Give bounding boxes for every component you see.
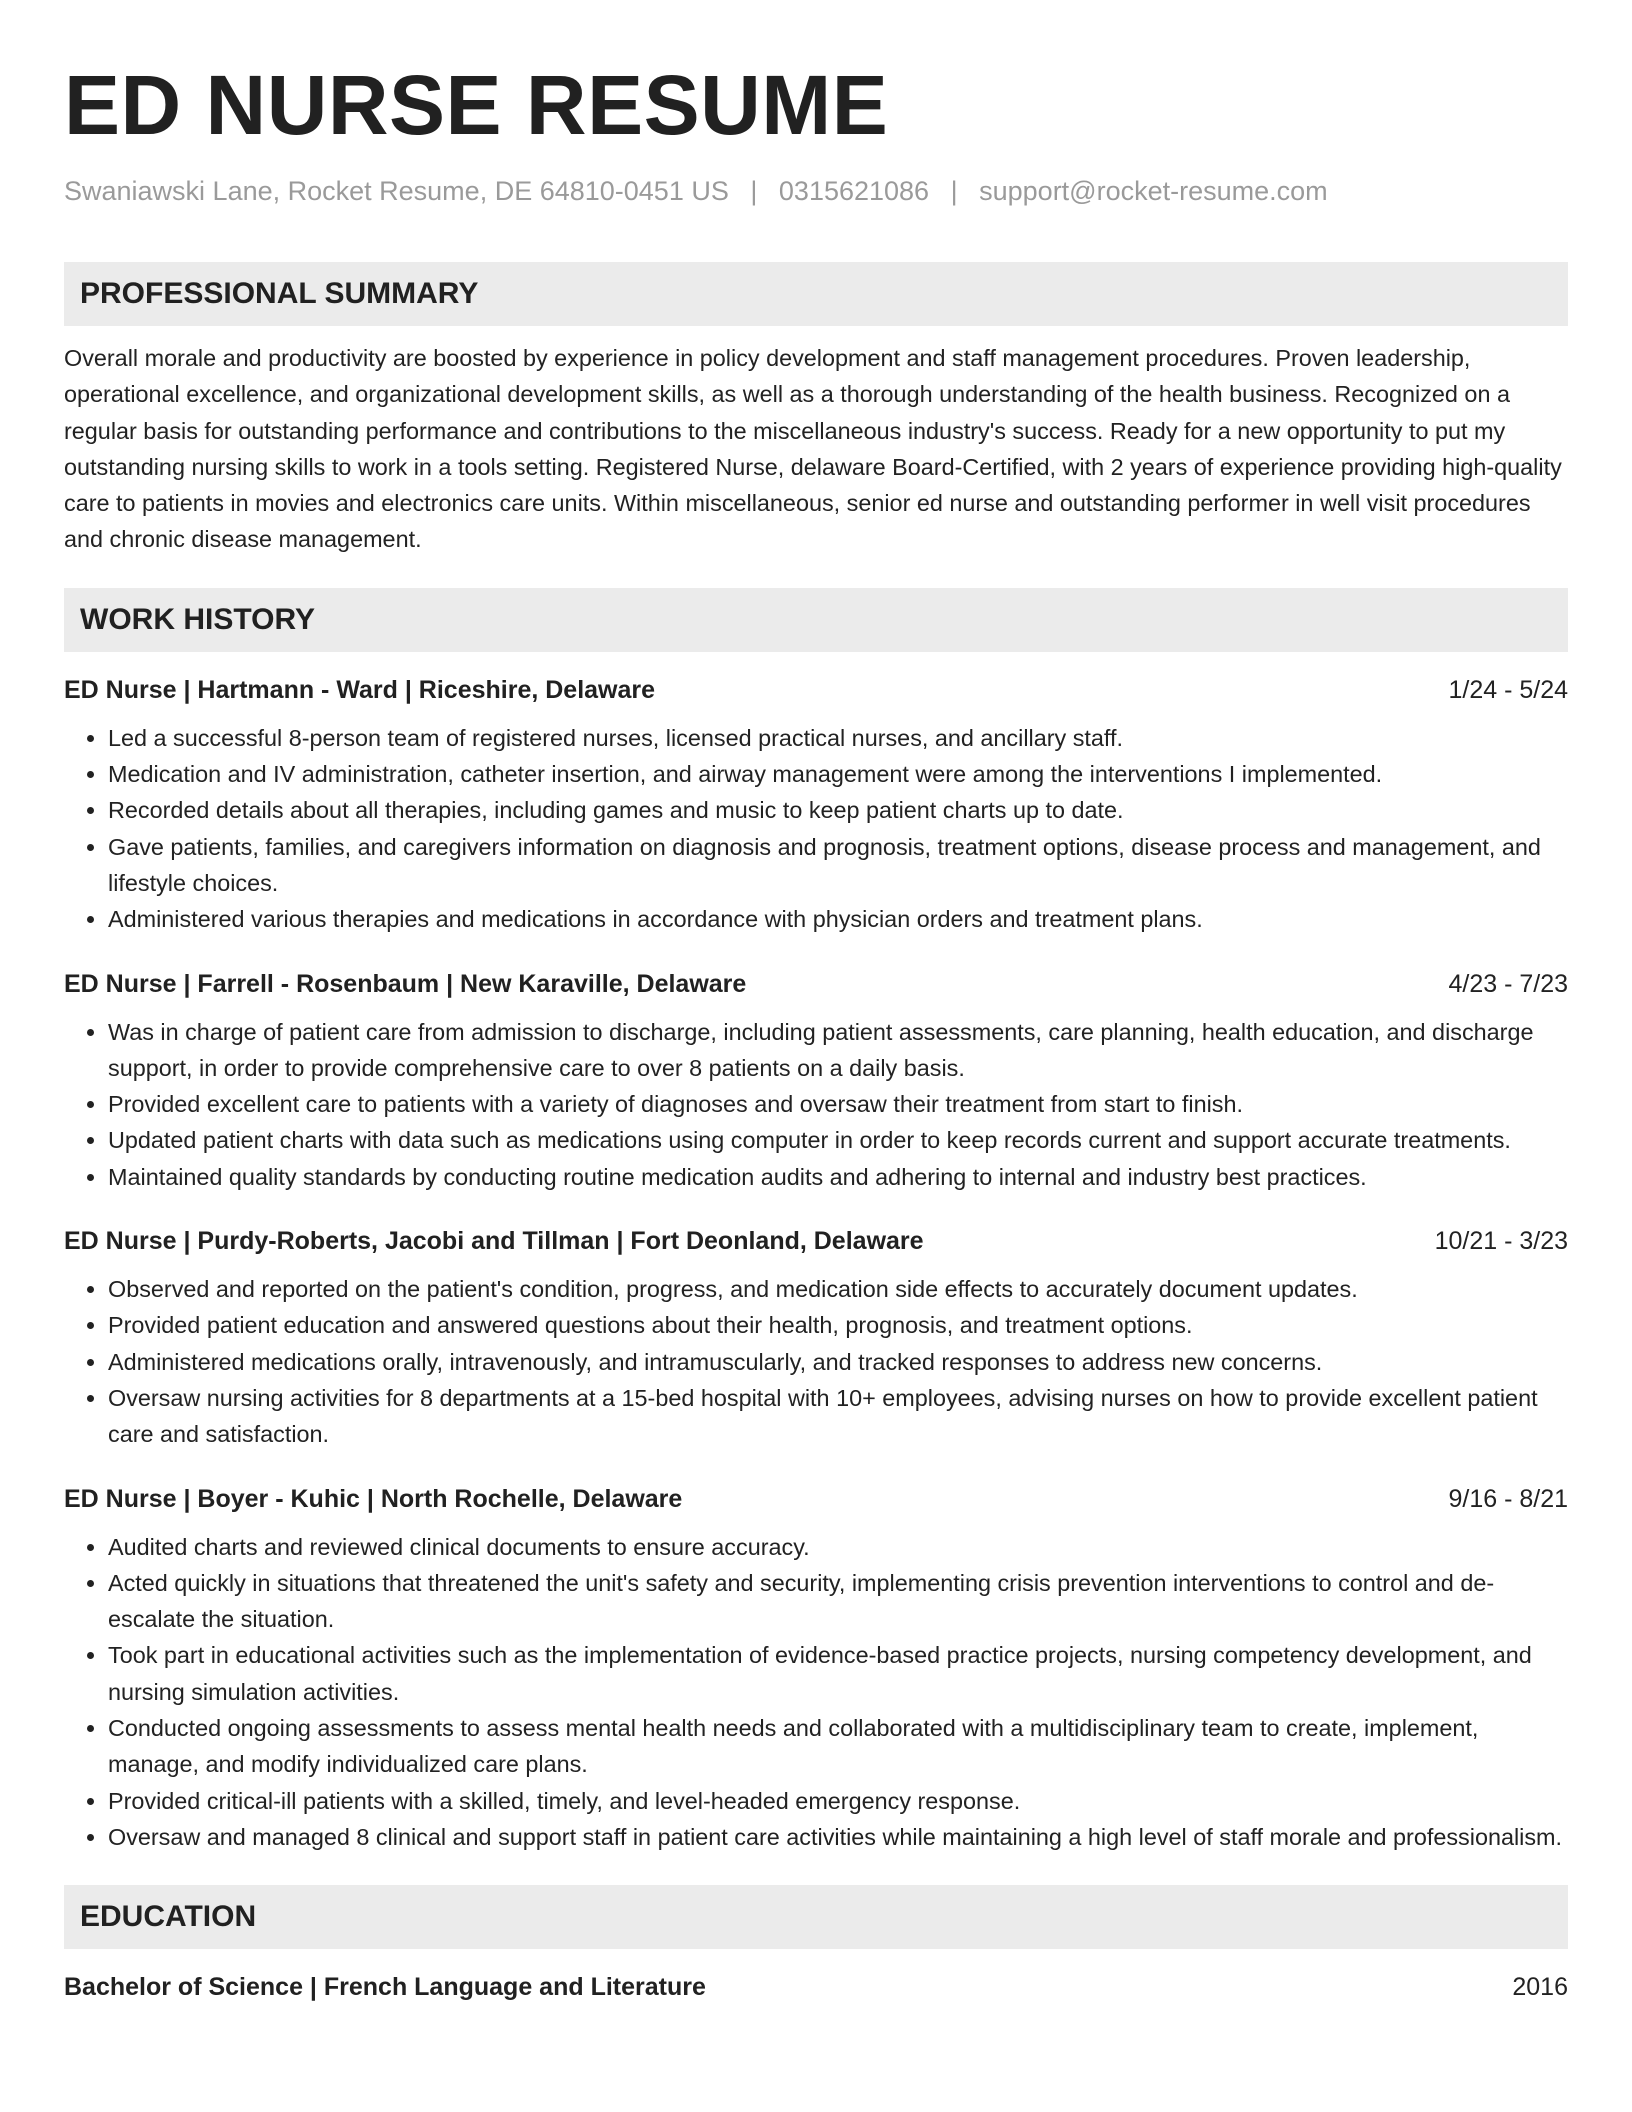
- contact-email: support@rocket-resume.com: [979, 176, 1328, 206]
- job-bullet: • Recorded details about all therapies, including games and music to keep patient charts up to date.: [108, 792, 1568, 828]
- job-bullet: • Oversaw nursing activities for 8 departments at a 15-bed hospital with 10+ employees, advising nurses on how to provide excellent patient care and satisfaction.: [108, 1380, 1568, 1453]
- job-bullet: • Led a successful 8-person team of registered nurses, licensed practical nurses, and ancillary staff.: [108, 720, 1568, 756]
- contact-separator: |: [950, 176, 958, 206]
- job-dates: 10/21 - 3/23: [1434, 1227, 1568, 1256]
- job-bullet-list: [64, 1529, 1568, 1856]
- job-bullet: • Oversaw and managed 8 clinical and support staff in patient care activities while maintaining a high level of staff morale and professionalism.: [108, 1819, 1568, 1855]
- job-bullet: • Was in charge of patient care from admission to discharge, including patient assessments, care planning, health education, and discharge support, in order to provide comprehensive care to over 8 patients on a daily basis.: [108, 1014, 1568, 1087]
- job-title: ED Nurse | Boyer - Kuhic | North Rochelle, Delaware: [64, 1484, 683, 1513]
- section-heading-work-history: WORK HISTORY: [64, 588, 1568, 652]
- job-bullet: • Updated patient charts with data such as medications using computer in order to keep records current and support accurate treatments.: [108, 1122, 1568, 1158]
- section-heading-education: EDUCATION: [64, 1885, 1568, 1949]
- job-bullet: • Audited charts and reviewed clinical documents to ensure accuracy.: [108, 1529, 1568, 1565]
- education-degree: Bachelor of Science | French Language and Literature: [64, 1973, 706, 2002]
- job-header: [64, 966, 1568, 1002]
- job-bullet-list: [64, 1014, 1568, 1195]
- summary-text: Overall morale and productivity are boosted by experience in policy development and staff management procedures. Proven leadership, operational excellence, and organizational development skills, as well as a thorough understanding of the health business. Recognized on a regular basis for outstanding performance and contributions to the miscellaneous industry's success. Ready for a new opportunity to put my outstanding nursing skills to work in a tools setting. Registered Nurse, delaware Board-Certified, with 2 years of experience providing high-quality care to patients in movies and electronics care units. Within miscellaneous, senior ed nurse and outstanding performer in well visit procedures and chronic disease management.: [64, 345, 1562, 553]
- job-bullet: • Maintained quality standards by conducting routine medication audits and adhering to internal and industry best practices.: [108, 1159, 1568, 1195]
- contact-address: Swaniawski Lane, Rocket Resume, DE 64810-0451 US: [64, 176, 729, 206]
- section-heading-summary: PROFESSIONAL SUMMARY: [64, 262, 1568, 326]
- job-bullet: • Provided patient education and answered questions about their health, prognosis, and treatment options.: [108, 1307, 1568, 1343]
- resume-title: ED NURSE RESUME: [64, 58, 889, 152]
- job-entry: [64, 672, 1568, 938]
- education-entry: [64, 1969, 1568, 2005]
- job-bullet: • Administered various therapies and medications in accordance with physician orders and treatment plans.: [108, 901, 1568, 937]
- job-bullet: • Provided critical-ill patients with a skilled, timely, and level-headed emergency response.: [108, 1783, 1568, 1819]
- job-title: ED Nurse | Farrell - Rosenbaum | New Karaville, Delaware: [64, 969, 747, 998]
- job-entry: [64, 1481, 1568, 1856]
- job-bullet-list: [64, 1271, 1568, 1452]
- job-bullet: • Gave patients, families, and caregivers information on diagnosis and prognosis, treatment options, disease process and management, and lifestyle choices.: [108, 829, 1568, 902]
- job-header: [64, 672, 1568, 708]
- job-header: [64, 1223, 1568, 1259]
- job-bullet: • Medication and IV administration, catheter insertion, and airway management were among the interventions I implemented.: [108, 756, 1568, 792]
- contact-line: [64, 171, 1568, 211]
- contact-separator: |: [750, 176, 758, 206]
- job-bullet: • Observed and reported on the patient's condition, progress, and medication side effects to accurately document updates.: [108, 1271, 1568, 1307]
- contact-phone: 0315621086: [778, 176, 930, 206]
- job-bullet: • Acted quickly in situations that threatened the unit's safety and security, implementing crisis prevention interventions to control and de-escalate the situation.: [108, 1565, 1568, 1638]
- job-title: ED Nurse | Hartmann - Ward | Riceshire, Delaware: [64, 675, 656, 704]
- job-entry: [64, 1223, 1568, 1452]
- job-bullet: • Conducted ongoing assessments to assess mental health needs and collaborated with a multidisciplinary team to create, implement, manage, and modify individualized care plans.: [108, 1710, 1568, 1783]
- job-header: [64, 1481, 1568, 1517]
- job-dates: 1/24 - 5/24: [1448, 675, 1568, 704]
- job-bullet-list: [64, 720, 1568, 938]
- job-title: ED Nurse | Purdy-Roberts, Jacobi and Tillman | Fort Deonland, Delaware: [64, 1227, 924, 1256]
- education-year: 2016: [1512, 1973, 1568, 2002]
- job-bullet: • Provided excellent care to patients with a variety of diagnoses and oversaw their treatment from start to finish.: [108, 1086, 1568, 1122]
- job-bullet: • Administered medications orally, intravenously, and intramuscularly, and tracked responses to address new concerns.: [108, 1344, 1568, 1380]
- job-dates: 4/23 - 7/23: [1448, 969, 1568, 998]
- job-dates: 9/16 - 8/21: [1448, 1484, 1568, 1513]
- job-bullet: • Took part in educational activities such as the implementation of evidence-based practice projects, nursing competency development, and nursing simulation activities.: [108, 1637, 1568, 1710]
- work-history-list: [64, 672, 1568, 1855]
- job-entry: [64, 966, 1568, 1195]
